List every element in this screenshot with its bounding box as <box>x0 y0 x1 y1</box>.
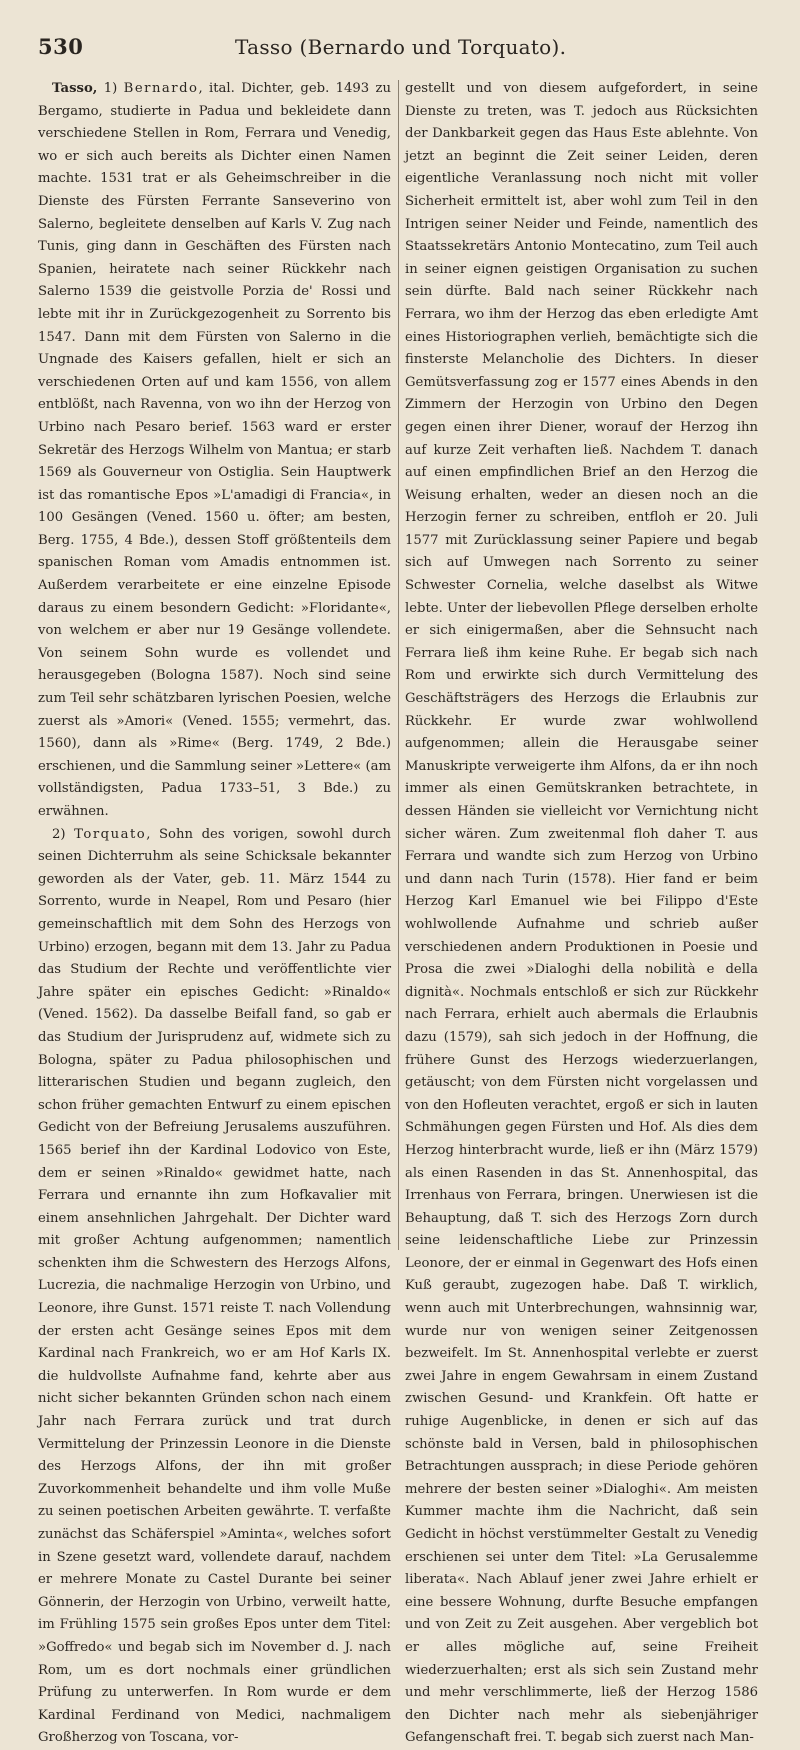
entry-lemma: Tasso, <box>52 81 98 96</box>
right-column <box>405 78 758 1746</box>
page-header <box>38 34 758 68</box>
left-column <box>38 78 391 1746</box>
entry-number: 2) <box>52 826 66 842</box>
entry-text-torquato-part1: , Sohn des vorigen, sowohl durch seinen Dichterruhm als seine Schicksale bekannter geworden als der Vater, geb. 11. März 1544 zu Sorrento, wurde in Neapel, Rom und Pesaro (hier gemeinschaftlich mit dem Sohn des Herzogs von Urbino) erzogen, begann mit dem 13. Jahr zu Padua das Studium der Rechte und veröffentlichte vier Jahre später ein episches Gedicht: »Rinaldo« (Vened. 1562). Da dasselbe Beifall fand, so gab er das Studium der Jurisprudenz auf, widmete sich zu Bologna, später zu Padua philosophischen und litterarischen Studien und begann zugleich, den schon früher gemachten Entwurf zu einem epischen Gedicht von der Befreiung Jerusalems auszuführen. 1565 berief ihn der Kardinal Lodovico von Este, dem er seinen »Rinaldo« gewidmet hatte, nach Ferrara und ernannte ihn zum Hofkavalier mit einem ansehnlichen Jahrgehalt. Der Dichter ward mit großer Achtung aufgenommen; namentlich schenkten ihm die Schwestern des Herzogs Alfons, Lucrezia, die nachmalige Herzogin von Urbino, und Leonore, ihre Gunst. 1571 reiste T. nach Vollendung der ersten acht Gesänge seines Epos mit dem Kardinal nach Frankreich, wo er am Hof Karls IX. die huldvollste Aufnahme fand, kehrte aber aus nicht sicher bekannten Gründen schon nach einem Jahr nach Ferrara zurück und trat durch Vermittelung der Prinzessin Leonore in die Dienste des Herzogs Alfons, der ihn mit großer Zuvorkommenheit behandelte und ihm volle Muße zu seinen poetischen Arbeiten gewährte. T. verfaßte zunächst das Schäferspiel »Aminta«, welches sofort in Szene gesetzt ward, vollendete darauf, nachdem er mehrere Monate zu Castel Durante bei seiner Gönnerin, der Herzogin von Urbino, verweilt hatte, im Frühling 1575 sein großes Epos unter dem Titel: »Goffredo« und begab sich im November d. J. nach Rom, um es dort nochmals einer gründlichen Prüfung zu unterwerfen. In Rom wurde er dem Kardinal Ferdinand von Medici, nachmaligem Großherzog von Toscana, vor- <box>38 826 391 1746</box>
article-body <box>38 78 758 1746</box>
running-head: Tasso (Bernardo und Torquato). <box>235 35 567 59</box>
entry-name-torquato: Torquato <box>74 826 147 842</box>
entry-torquato-continued: gestellt und von diesem aufgefordert, in seine Dienste zu treten, was T. jedoch aus Rücksichten der Dankbarkeit gegen das Haus Este ablehnte. Von jetzt an beginnt die Zeit seiner Leiden, deren eigentliche Veranlassung noch nicht mit voller Sicherheit ermittelt ist, aber wohl zum Teil in den Intrigen seiner Neider und Feinde, namentlich des Staatssekretärs Antonio Montecatino, zum Teil auch in seiner eignen geistigen Organisation zu suchen sein dürfte. Bald nach seiner Rückkehr nach Ferrara, wo ihm der Herzog das eben erledigte Amt eines Historiographen verlieh, bemächtigte sich die finsterste Melancholie des Dichters. In dieser Gemütsverfassung zog er 1577 eines Abends in den Zimmern der Herzogin von Urbino den Degen gegen einen ihrer Diener, worauf der Herzog ihn auf kurze Zeit verhaften ließ. Nachdem T. danach auf einen empfindlichen Brief an den Herzog die Weisung erhalten, weder an diesen noch an die Herzogin ferner zu schreiben, entfloh er 20. Juli 1577 mit Zurücklassung seiner Papiere und begab sich auf Umwegen nach Sorrento zu seiner Schwester Cornelia, welche daselbst als Witwe lebte. Unter der liebevollen Pflege derselben erholte er sich einigermaßen, aber die Sehnsucht nach Ferrara ließ ihm keine Ruhe. Er begab sich nach Rom und erwirkte sich durch Vermittelung des Geschäftsträgers des Herzogs die Erlaubnis zur Rückkehr. Er wurde zwar wohlwollend aufgenommen; allein die Herausgabe seiner Manuskripte verweigerte ihm Alfons, da er ihn noch immer als einen Gemütskranken betrachtete, in dessen Händen sie vielleicht vor Vernichtung nicht sicher wären. Zum zweitenmal floh daher T. aus Ferrara und wandte sich zum Herzog von Urbino und dann nach Turin (1578). Hier fand er beim Herzog Karl Emanuel wie bei Filippo d'Este wohlwollende Aufnahme und schrieb außer verschiedenen andern Produktionen in Poesie und Prosa die zwei »Dialoghi della nobilità e della dignità«. Nochmals entschloß er sich zur Rückkehr nach Ferrara, erhielt auch abermals die Erlaubnis dazu (1579), sah sich jedoch in der Hoffnung, die frühere Gunst des Herzogs wiederzuerlangen, getäuscht; von dem Fürsten nicht vorgelassen und von den Hofleuten verachtet, ergoß er sich in lauten Schmähungen gegen Fürsten und Hof. Als dies dem Herzog hinterbracht wurde, ließ er ihn (März 1579) als einen Rasenden in das St. Annenhospital, das Irrenhaus von Ferrara, bringen. Unerwiesen ist die Behauptung, daß T. sich des Herzogs Zorn durch seine leidenschaftliche Liebe zur Prinzessin Leonore, der er einmal in Gegenwart des Hofs einen Kuß geraubt, zugezogen habe. Daß T. wirklich, wenn auch mit Unterbrechungen, wahnsinnig war, wurde nur von wenigen seiner Zeitgenossen bezweifelt. Im St. Annenhospital verlebte er zuerst zwei Jahre in engem Gewahrsam in einem Zustand zwischen Gesund- und Krankfein. Oft hatte er ruhige Augenblicke, in denen er sich auf das schönste bald in Versen, bald in philosophischen Betrachtungen aussprach; in diese Periode gehören mehrere der besten seiner »Dialoghi«. Am meisten Kummer machte ihm die Nachricht, daß sein Gedicht in höchst verstümmelter Gestalt zu Venedig erschienen sei unter dem Titel: »La Gerusalemme liberata«. Nach Ablauf jener zwei Jahre erhielt er eine bessere Wohnung, durfte Besuche empfangen und von Zeit zu Zeit ausgehen. Aber vergeblich bot er alles mögliche auf, seine Freiheit wiederzuerhalten; erst als sich sein Zustand mehr und mehr verschlimmerte, ließ der Herzog 1586 den Dichter nach mehr als siebenjähriger Gefangenschaft frei. T. begab sich zuerst nach Man- <box>405 81 758 1746</box>
entry-name-bernardo: Bernardo <box>123 81 199 96</box>
entry-torquato <box>38 824 391 1750</box>
entry-bernardo <box>38 78 391 824</box>
entry-text-bernardo: , ital. Dichter, geb. 1493 zu Bergamo, studierte in Padua und bekleidete dann verschiedene Stellen in Rom, Ferrara und Venedig, wo er sich auch bereits als Dichter einen Namen machte. 1531 trat er als Geheimschreiber in die Dienste des Fürsten Ferrante Sanseverino von Salerno, begleitete denselben auf Karls V. Zug nach Tunis, ging dann in Geschäften des Fürsten nach Spanien, heiratete nach seiner Rückkehr nach Salerno 1539 die geistvolle Porzia de' Rossi und lebte mit ihr in Zurückgezogenheit zu Sorrento bis 1547. Dann mit dem Fürsten von Salerno in die Ungnade des Kaisers gefallen, hielt er sich an verschiedenen Orten auf und kam 1556, von allem entblößt, nach Ravenna, von wo ihn der Herzog von Urbino nach Pesaro berief. 1563 ward er erster Sekretär des Herzogs Wilhelm von Mantua; er starb 1569 als Gouverneur von Ostiglia. Sein Hauptwerk ist das romantische Epos »L'amadigi di Francia«, in 100 Gesängen (Vened. 1560 u. öfter; am besten, Berg. 1755, 4 Bde.), dessen Stoff größtenteils dem spanischen Roman vom Amadis entnommen ist. Außerdem verarbeitete er eine einzelne Episode daraus zu einem besondern Gedicht: »Floridante«, von welchem er aber nur 19 Gesänge vollendete. Von seinem Sohn wurde es vollendet und herausgegeben (Bologna 1587). Noch sind seine zum Teil sehr schätzbaren lyrischen Poesien, welche zuerst als »Amori« (Vened. 1555; vermehrt, das. 1560), dann als »Rime« (Berg. 1749, 2 Bde.) erschienen, und die Sammlung seiner »Lettere« (am vollständigsten, Padua 1733–51, 3 Bde.) zu erwähnen. <box>38 81 391 819</box>
page-number: 530 <box>38 34 84 59</box>
entry-number: 1) <box>103 81 118 96</box>
